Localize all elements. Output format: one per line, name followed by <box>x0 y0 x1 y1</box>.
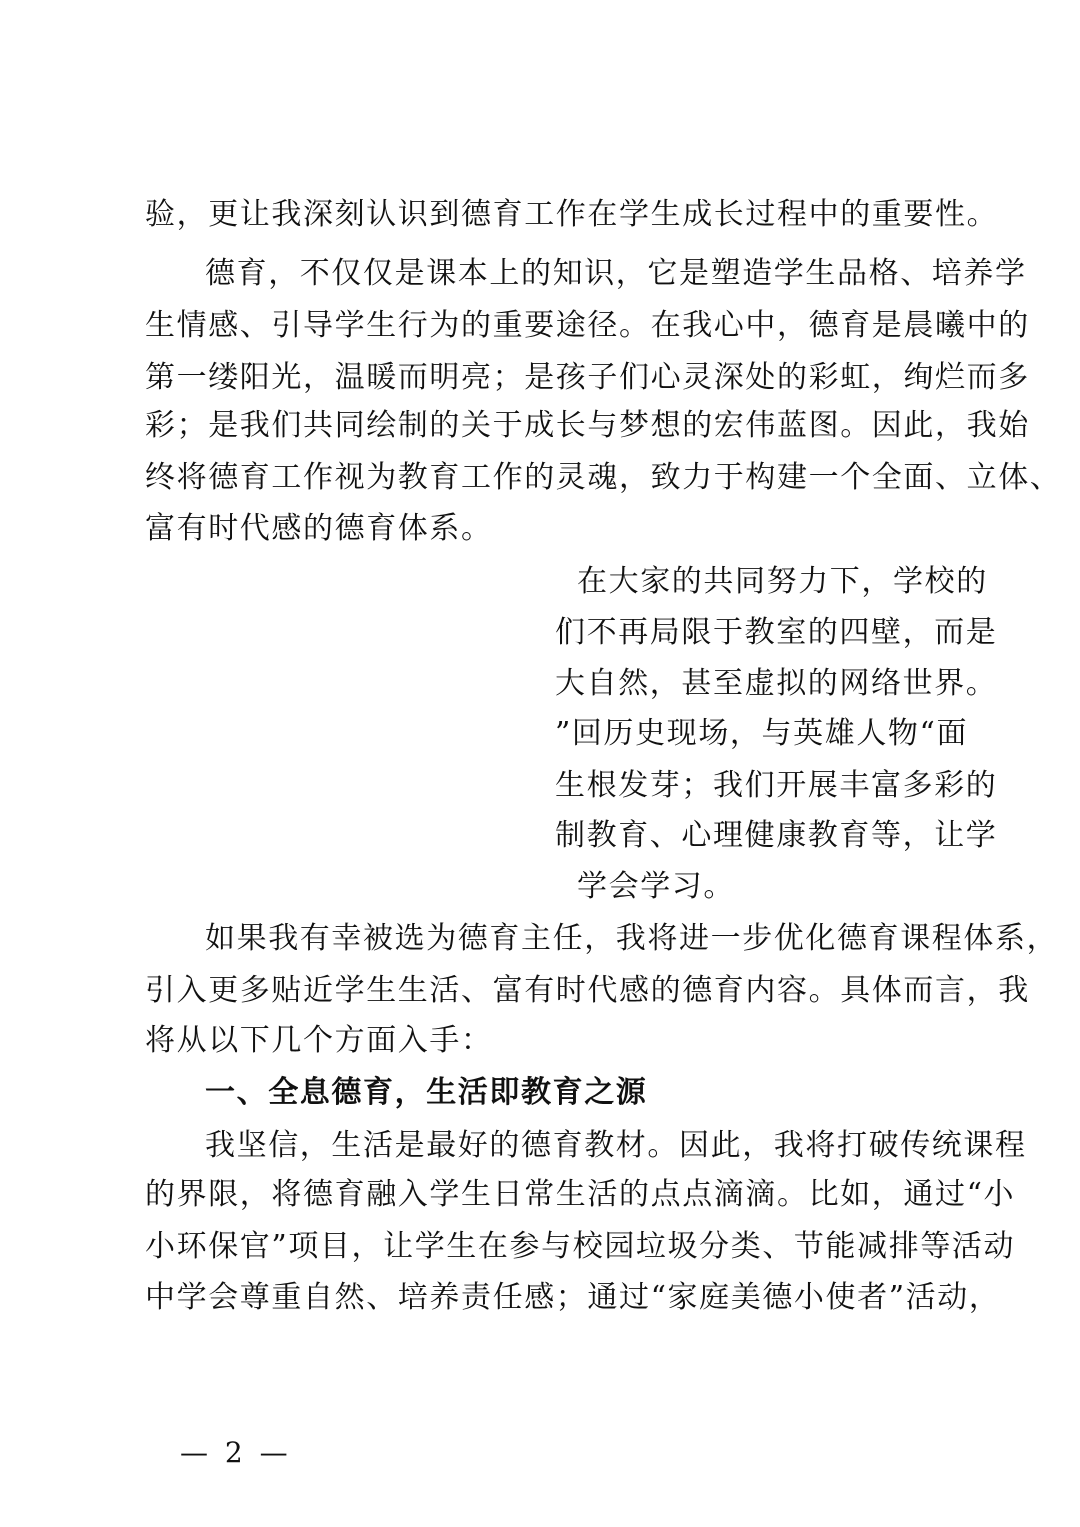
text-line: 德育，不仅仅是课本上的知识，它是塑造学生品格、培养学 <box>205 256 1027 291</box>
text-line: 终将德育工作视为教育工作的灵魂，致力于构建一个全面、立体、 <box>145 460 1062 495</box>
text-line: 如果我有幸被选为德育主任，我将进一步优化德育课程体系， <box>205 921 1059 956</box>
text-line: 生情感、引导学生行为的重要途径。在我心中，德育是晨曦中的 <box>145 308 1030 343</box>
text-line: 彩；是我们共同绘制的关于成长与梦想的宏伟蓝图。因此，我始 <box>145 408 1030 443</box>
page-number: — 2 — <box>180 1436 292 1469</box>
text-line: 第一缕阳光，温暖而明亮；是孩子们心灵深处的彩虹，绚烂而多 <box>145 360 1030 395</box>
section-heading: 一、全息德育，生活即教育之源 <box>205 1075 648 1110</box>
cropped-text-line: 生根发芽；我们开展丰富多彩的 <box>555 768 998 803</box>
text-line: 富有时代感的德育体系。 <box>145 511 493 546</box>
text-line: 验，更让我深刻认识到德育工作在学生成长过程中的重要性。 <box>145 197 999 232</box>
cropped-text-line: ”回历史现场，与英雄人物“面 <box>555 716 969 751</box>
cropped-text-line: 学会学习。 <box>577 869 735 904</box>
text-line: 小环保官”项目，让学生在参与校园垃圾分类、节能减排等活动 <box>145 1229 1016 1264</box>
text-line: 中学会尊重自然、培养责任感；通过“家庭美德小使者”活动， <box>145 1280 1001 1315</box>
text-line: 我坚信，生活是最好的德育教材。因此，我将打破传统课程 <box>205 1128 1027 1163</box>
cropped-text-line: 制教育、心理健康教育等，让学 <box>555 818 998 853</box>
cropped-text-line: 大自然，甚至虚拟的网络世界。 <box>555 666 998 701</box>
cropped-text-line: 在大家的共同努力下，学校的 <box>577 564 988 599</box>
cropped-text-line: 们不再局限于教室的四壁，而是 <box>555 615 998 650</box>
text-line: 将从以下几个方面入手： <box>145 1023 493 1058</box>
text-line: 的界限，将德育融入学生日常生活的点点滴滴。比如，通过“小 <box>145 1177 1016 1212</box>
text-line: 引入更多贴近学生生活、富有时代感的德育内容。具体而言，我 <box>145 973 1030 1008</box>
